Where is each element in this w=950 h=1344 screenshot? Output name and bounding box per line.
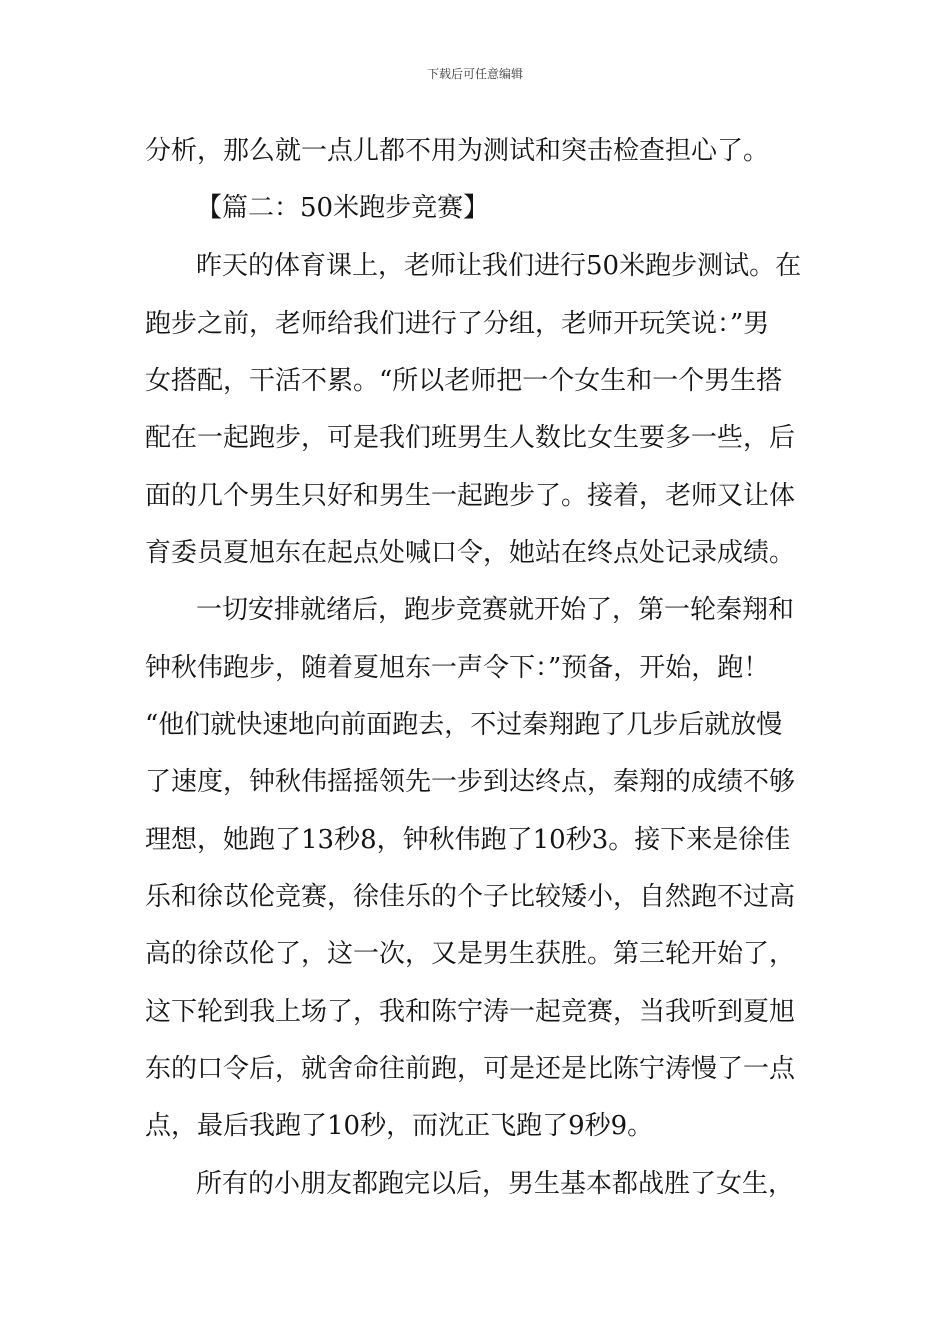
text-line: 昨天的体育课上，老师让我们进行50米跑步测试。在 [196,251,802,281]
text-line: 一切安排就绪后，跑步竞赛就开始了，第一轮秦翔和 [196,595,795,625]
text-line: 面的几个男生只好和男生一起跑步了。接着，老师又让体 [145,481,796,511]
page-header: 下载后可任意编辑 [426,67,523,81]
text-line: 乐和徐苡伦竞赛，徐佳乐的个子比较矮小，自然跑不过高 [145,882,796,912]
text-line: 了速度，钟秋伟摇摇领先一步到达终点，秦翔的成绩不够 [145,767,796,797]
text-line: 点，最后我跑了10秒，而沈正飞跑了9秒9。 [145,1111,654,1141]
text-line: 东的口令后，就舍命往前跑，可是还是比陈宁涛慢了一点 [145,1054,796,1084]
text-line: 理想，她跑了13秒8，钟秋伟跑了10秒3。接下来是徐佳 [145,825,791,855]
text-line: 女搭配，干活不累。“所以老师把一个女生和一个男生搭 [145,366,783,396]
text-line: 跑步之前，老师给我们进行了分组，老师开玩笑说：”男 [145,309,770,339]
text-line: 分析，那么就一点儿都不用为测试和突击检查担心了。 [145,136,770,166]
text-line: 配在一起跑步，可是我们班男生人数比女生要多一些，后 [145,423,796,453]
text-line: 育委员夏旭东在起点处喊口令，她站在终点处记录成绩。 [145,538,796,568]
section-heading: 【篇二：50米跑步竞赛】 [196,193,490,223]
text-line: 所有的小朋友都跑完以后，男生基本都战胜了女生， [196,1169,795,1199]
text-line: 这下轮到我上场了，我和陈宁涛一起竞赛，当我听到夏旭 [145,997,796,1027]
text-line: “他们就快速地向前面跑去，不过秦翔跑了几步后就放慢 [145,710,783,740]
text-line: 钟秋伟跑步，随着夏旭东一声令下：”预备，开始，跑！ [145,653,770,683]
text-line: 高的徐苡伦了，这一次，又是男生获胜。第三轮开始了， [145,939,796,969]
